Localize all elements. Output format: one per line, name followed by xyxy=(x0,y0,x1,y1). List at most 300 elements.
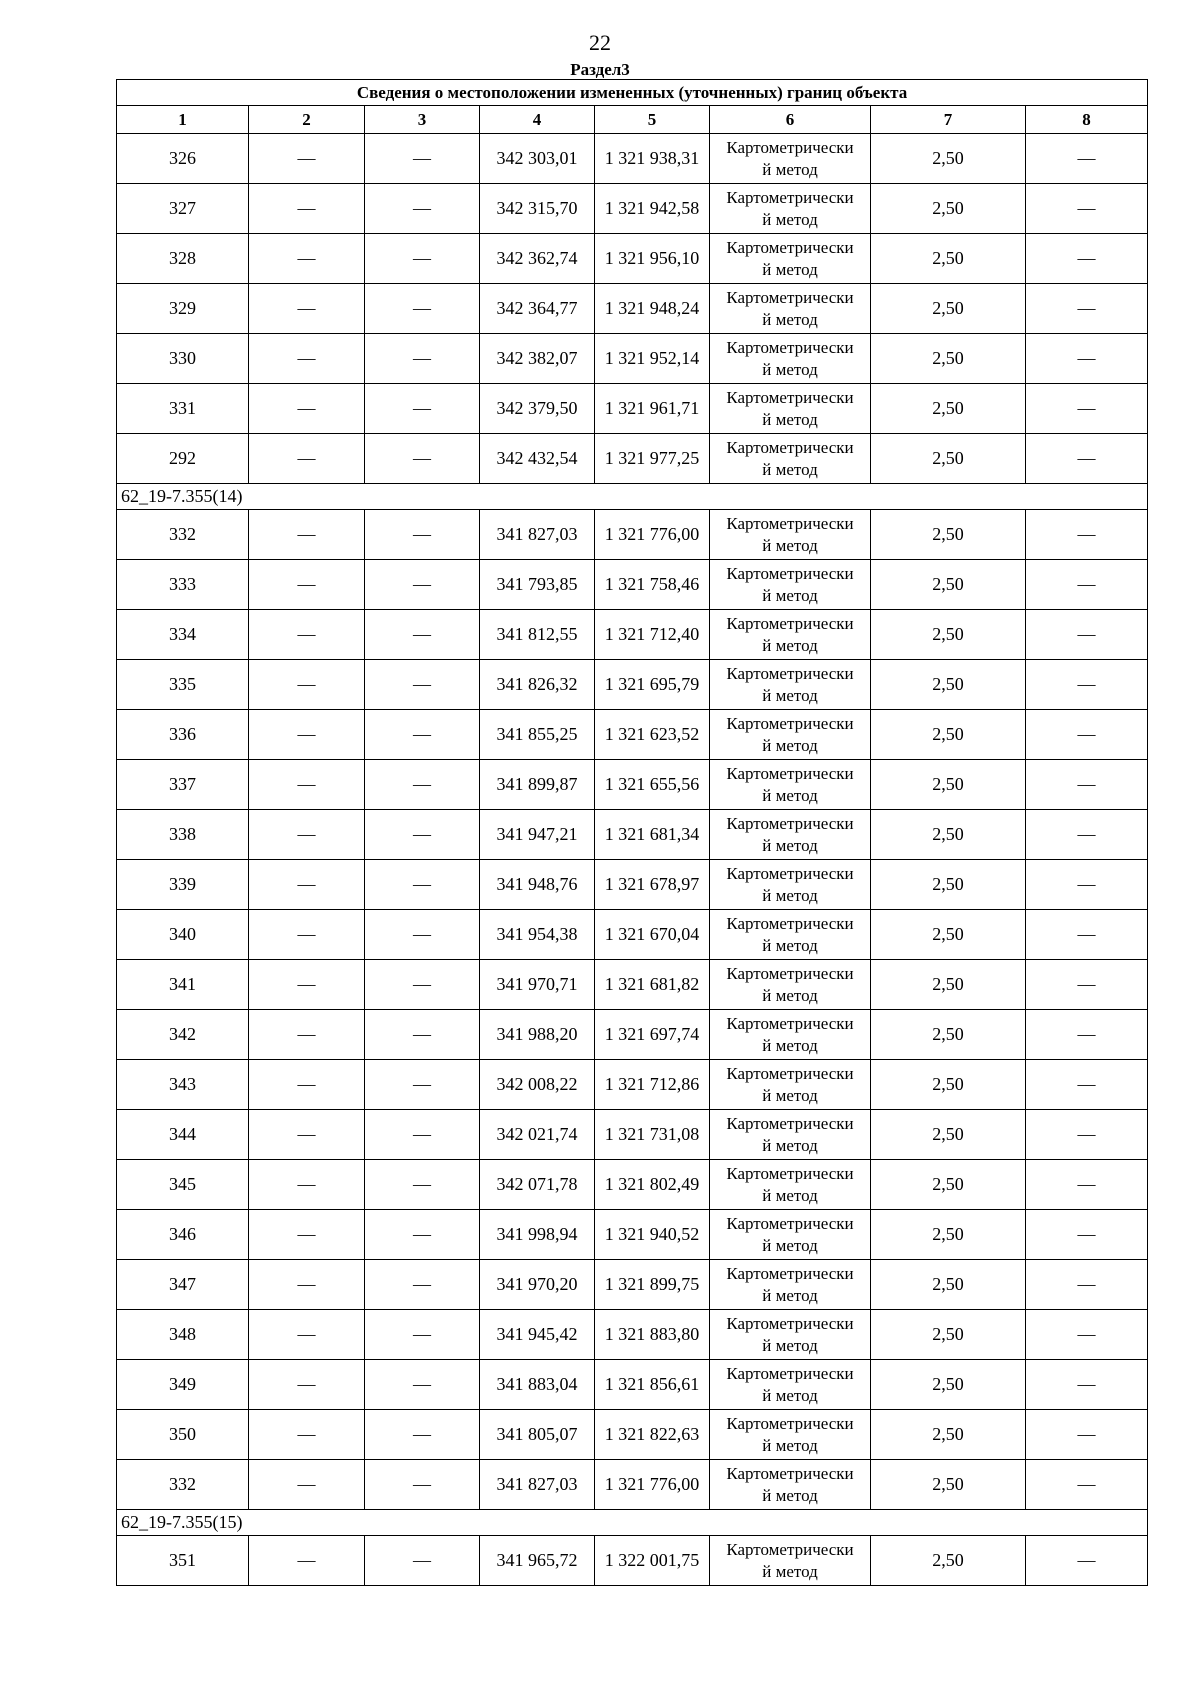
boundary-coordinates-table xyxy=(116,79,1148,1586)
empty-cell-8: — xyxy=(1026,660,1148,710)
empty-cell-2: — xyxy=(249,1460,365,1510)
coordinate-x: 341 827,03 xyxy=(480,510,595,560)
coordinate-y: 1 321 623,52 xyxy=(595,710,710,760)
page-number: 22 xyxy=(589,30,611,55)
empty-cell-2: — xyxy=(249,334,365,384)
method-line: й метод xyxy=(762,785,818,805)
coordinate-x: 341 998,94 xyxy=(480,1210,595,1260)
method-line: й метод xyxy=(762,835,818,855)
empty-cell-3: — xyxy=(365,1260,480,1310)
coordinate-x: 341 805,07 xyxy=(480,1410,595,1460)
table-row xyxy=(117,810,1148,860)
coordinate-y: 1 321 940,52 xyxy=(595,1210,710,1260)
coordinate-y: 1 321 670,04 xyxy=(595,910,710,960)
table-row xyxy=(117,1410,1148,1460)
empty-cell-3: — xyxy=(365,660,480,710)
coordinate-y: 1 321 776,00 xyxy=(595,510,710,560)
table-row xyxy=(117,1460,1148,1510)
coordinate-x: 341 855,25 xyxy=(480,710,595,760)
empty-cell-8: — xyxy=(1026,710,1148,760)
method-cell xyxy=(710,234,871,284)
coordinate-x: 341 812,55 xyxy=(480,610,595,660)
empty-cell-8: — xyxy=(1026,1410,1148,1460)
group-label: 62_19-7.355(15) xyxy=(117,1510,1148,1536)
coordinate-x: 342 382,07 xyxy=(480,334,595,384)
method-line: Картометрически xyxy=(726,237,854,257)
empty-cell-8: — xyxy=(1026,760,1148,810)
point-number: 338 xyxy=(117,810,249,860)
column-header-5: 5 xyxy=(595,106,710,134)
coordinate-x: 342 303,01 xyxy=(480,134,595,184)
method-line: Картометрически xyxy=(726,763,854,783)
empty-cell-8: — xyxy=(1026,1010,1148,1060)
empty-cell-2: — xyxy=(249,510,365,560)
empty-cell-8: — xyxy=(1026,434,1148,484)
empty-cell-8: — xyxy=(1026,284,1148,334)
method-line: й метод xyxy=(762,935,818,955)
method-line: Картометрически xyxy=(726,613,854,633)
accuracy-value: 2,50 xyxy=(871,560,1026,610)
method-cell xyxy=(710,860,871,910)
empty-cell-2: — xyxy=(249,1260,365,1310)
empty-cell-8: — xyxy=(1026,960,1148,1010)
method-cell xyxy=(710,1360,871,1410)
table-row xyxy=(117,184,1148,234)
accuracy-value: 2,50 xyxy=(871,1210,1026,1260)
table-row xyxy=(117,434,1148,484)
method-cell xyxy=(710,1536,871,1586)
coordinate-x: 342 379,50 xyxy=(480,384,595,434)
point-number: 292 xyxy=(117,434,249,484)
method-cell xyxy=(710,1260,871,1310)
coordinate-x: 341 970,20 xyxy=(480,1260,595,1310)
method-cell xyxy=(710,134,871,184)
accuracy-value: 2,50 xyxy=(871,334,1026,384)
empty-cell-8: — xyxy=(1026,1210,1148,1260)
point-number: 330 xyxy=(117,334,249,384)
method-line: Картометрически xyxy=(726,1013,854,1033)
empty-cell-2: — xyxy=(249,560,365,610)
table-row xyxy=(117,334,1148,384)
method-line: Картометрически xyxy=(726,863,854,883)
empty-cell-3: — xyxy=(365,810,480,860)
empty-cell-2: — xyxy=(249,284,365,334)
table-row xyxy=(117,510,1148,560)
accuracy-value: 2,50 xyxy=(871,1536,1026,1586)
empty-cell-3: — xyxy=(365,510,480,560)
table-row xyxy=(117,560,1148,610)
table-row xyxy=(117,1210,1148,1260)
coordinate-x: 341 899,87 xyxy=(480,760,595,810)
empty-cell-2: — xyxy=(249,610,365,660)
method-line: й метод xyxy=(762,259,818,279)
accuracy-value: 2,50 xyxy=(871,1360,1026,1410)
coordinate-y: 1 321 681,34 xyxy=(595,810,710,860)
empty-cell-2: — xyxy=(249,660,365,710)
method-cell xyxy=(710,1410,871,1460)
coordinate-y: 1 321 655,56 xyxy=(595,760,710,810)
empty-cell-2: — xyxy=(249,1110,365,1160)
point-number: 341 xyxy=(117,960,249,1010)
coordinate-y: 1 321 802,49 xyxy=(595,1160,710,1210)
coordinate-y: 1 321 961,71 xyxy=(595,384,710,434)
method-cell xyxy=(710,1160,871,1210)
coordinate-x: 342 315,70 xyxy=(480,184,595,234)
point-number: 331 xyxy=(117,384,249,434)
coordinate-x: 341 988,20 xyxy=(480,1010,595,1060)
coordinate-x: 341 945,42 xyxy=(480,1310,595,1360)
empty-cell-3: — xyxy=(365,234,480,284)
method-cell xyxy=(710,1060,871,1110)
empty-cell-8: — xyxy=(1026,184,1148,234)
method-line: й метод xyxy=(762,735,818,755)
table-row xyxy=(117,660,1148,710)
coordinate-y: 1 321 883,80 xyxy=(595,1310,710,1360)
column-header-8: 8 xyxy=(1026,106,1148,134)
method-line: й метод xyxy=(762,1285,818,1305)
empty-cell-3: — xyxy=(365,384,480,434)
table-row xyxy=(117,134,1148,184)
method-line: Картометрически xyxy=(726,337,854,357)
point-number: 333 xyxy=(117,560,249,610)
coordinate-x: 342 008,22 xyxy=(480,1060,595,1110)
column-header-7: 7 xyxy=(871,106,1026,134)
point-number: 344 xyxy=(117,1110,249,1160)
empty-cell-8: — xyxy=(1026,860,1148,910)
empty-cell-3: — xyxy=(365,184,480,234)
point-number: 336 xyxy=(117,710,249,760)
empty-cell-3: — xyxy=(365,910,480,960)
accuracy-value: 2,50 xyxy=(871,434,1026,484)
method-line: Картометрически xyxy=(726,1163,854,1183)
method-cell xyxy=(710,760,871,810)
point-number: 334 xyxy=(117,610,249,660)
point-number: 346 xyxy=(117,1210,249,1260)
table-row xyxy=(117,1110,1148,1160)
table-row xyxy=(117,1160,1148,1210)
accuracy-value: 2,50 xyxy=(871,1310,1026,1360)
column-header-1: 1 xyxy=(117,106,249,134)
method-line: Картометрически xyxy=(726,1413,854,1433)
coordinate-x: 341 947,21 xyxy=(480,810,595,860)
method-line: Картометрически xyxy=(726,387,854,407)
accuracy-value: 2,50 xyxy=(871,1060,1026,1110)
empty-cell-3: — xyxy=(365,710,480,760)
table-row xyxy=(117,384,1148,434)
table-row xyxy=(117,910,1148,960)
coordinate-y: 1 321 712,86 xyxy=(595,1060,710,1110)
accuracy-value: 2,50 xyxy=(871,910,1026,960)
table-row xyxy=(117,960,1148,1010)
method-line: Картометрически xyxy=(726,713,854,733)
accuracy-value: 2,50 xyxy=(871,860,1026,910)
coordinate-y: 1 322 001,75 xyxy=(595,1536,710,1586)
point-number: 332 xyxy=(117,1460,249,1510)
method-line: й метод xyxy=(762,1435,818,1455)
empty-cell-3: — xyxy=(365,1460,480,1510)
method-cell xyxy=(710,710,871,760)
empty-cell-8: — xyxy=(1026,384,1148,434)
empty-cell-2: — xyxy=(249,134,365,184)
method-line: й метод xyxy=(762,359,818,379)
method-line: Картометрически xyxy=(726,1539,854,1559)
table-row xyxy=(117,234,1148,284)
method-line: й метод xyxy=(762,985,818,1005)
empty-cell-8: — xyxy=(1026,1460,1148,1510)
accuracy-value: 2,50 xyxy=(871,1410,1026,1460)
empty-cell-2: — xyxy=(249,1360,365,1410)
method-cell xyxy=(710,1010,871,1060)
accuracy-value: 2,50 xyxy=(871,1460,1026,1510)
coordinate-y: 1 321 942,58 xyxy=(595,184,710,234)
method-line: Картометрически xyxy=(726,663,854,683)
method-line: Картометрически xyxy=(726,1113,854,1133)
method-line: Картометрически xyxy=(726,187,854,207)
empty-cell-3: — xyxy=(365,1410,480,1460)
point-number: 337 xyxy=(117,760,249,810)
empty-cell-2: — xyxy=(249,184,365,234)
accuracy-value: 2,50 xyxy=(871,1160,1026,1210)
column-header-2: 2 xyxy=(249,106,365,134)
table-row xyxy=(117,1260,1148,1310)
coordinate-y: 1 321 681,82 xyxy=(595,960,710,1010)
coordinate-x: 342 432,54 xyxy=(480,434,595,484)
point-number: 329 xyxy=(117,284,249,334)
method-line: Картометрически xyxy=(726,1313,854,1333)
empty-cell-8: — xyxy=(1026,1060,1148,1110)
method-cell xyxy=(710,610,871,660)
coordinate-x: 341 970,71 xyxy=(480,960,595,1010)
coordinate-x: 341 965,72 xyxy=(480,1536,595,1586)
empty-cell-3: — xyxy=(365,1536,480,1586)
accuracy-value: 2,50 xyxy=(871,760,1026,810)
point-number: 347 xyxy=(117,1260,249,1310)
method-line: й метод xyxy=(762,1485,818,1505)
accuracy-value: 2,50 xyxy=(871,510,1026,560)
empty-cell-2: — xyxy=(249,434,365,484)
coordinate-x: 342 362,74 xyxy=(480,234,595,284)
method-cell xyxy=(710,510,871,560)
point-number: 335 xyxy=(117,660,249,710)
empty-cell-2: — xyxy=(249,1536,365,1586)
point-number: 345 xyxy=(117,1160,249,1210)
coordinate-y: 1 321 758,46 xyxy=(595,560,710,610)
point-number: 326 xyxy=(117,134,249,184)
method-line: Картометрически xyxy=(726,913,854,933)
empty-cell-3: — xyxy=(365,1110,480,1160)
empty-cell-2: — xyxy=(249,860,365,910)
point-number: 332 xyxy=(117,510,249,560)
coordinate-y: 1 321 952,14 xyxy=(595,334,710,384)
empty-cell-2: — xyxy=(249,960,365,1010)
accuracy-value: 2,50 xyxy=(871,810,1026,860)
point-number: 349 xyxy=(117,1360,249,1410)
empty-cell-2: — xyxy=(249,1410,365,1460)
empty-cell-3: — xyxy=(365,434,480,484)
accuracy-value: 2,50 xyxy=(871,384,1026,434)
method-cell xyxy=(710,334,871,384)
method-line: й метод xyxy=(762,1085,818,1105)
empty-cell-3: — xyxy=(365,960,480,1010)
point-number: 340 xyxy=(117,910,249,960)
coordinate-y: 1 321 697,74 xyxy=(595,1010,710,1060)
coordinate-x: 342 364,77 xyxy=(480,284,595,334)
empty-cell-2: — xyxy=(249,760,365,810)
method-line: й метод xyxy=(762,635,818,655)
empty-cell-8: — xyxy=(1026,510,1148,560)
accuracy-value: 2,50 xyxy=(871,284,1026,334)
accuracy-value: 2,50 xyxy=(871,610,1026,660)
empty-cell-2: — xyxy=(249,384,365,434)
empty-cell-8: — xyxy=(1026,560,1148,610)
accuracy-value: 2,50 xyxy=(871,960,1026,1010)
table-row xyxy=(117,1310,1148,1360)
point-number: 343 xyxy=(117,1060,249,1110)
method-line: Картометрически xyxy=(726,1363,854,1383)
empty-cell-2: — xyxy=(249,234,365,284)
method-line: й метод xyxy=(762,1185,818,1205)
empty-cell-2: — xyxy=(249,1060,365,1110)
point-number: 328 xyxy=(117,234,249,284)
method-cell xyxy=(710,184,871,234)
empty-cell-8: — xyxy=(1026,1160,1148,1210)
empty-cell-8: — xyxy=(1026,1360,1148,1410)
point-number: 351 xyxy=(117,1536,249,1586)
empty-cell-3: — xyxy=(365,1160,480,1210)
method-cell xyxy=(710,560,871,610)
table-row xyxy=(117,1360,1148,1410)
empty-cell-3: — xyxy=(365,560,480,610)
method-line: й метод xyxy=(762,209,818,229)
coordinate-x: 342 021,74 xyxy=(480,1110,595,1160)
coordinate-y: 1 321 977,25 xyxy=(595,434,710,484)
empty-cell-8: — xyxy=(1026,234,1148,284)
method-cell xyxy=(710,1460,871,1510)
accuracy-value: 2,50 xyxy=(871,710,1026,760)
method-line: Картометрически xyxy=(726,1213,854,1233)
point-number: 339 xyxy=(117,860,249,910)
method-line: й метод xyxy=(762,685,818,705)
table-row xyxy=(117,1060,1148,1110)
table-row xyxy=(117,860,1148,910)
table-row xyxy=(117,1536,1148,1586)
table-row xyxy=(117,284,1148,334)
empty-cell-8: — xyxy=(1026,1536,1148,1586)
column-header-6: 6 xyxy=(710,106,871,134)
method-line: Картометрически xyxy=(726,1063,854,1083)
method-cell xyxy=(710,434,871,484)
method-line: й метод xyxy=(762,309,818,329)
coordinate-y: 1 321 822,63 xyxy=(595,1410,710,1460)
empty-cell-2: — xyxy=(249,910,365,960)
empty-cell-8: — xyxy=(1026,910,1148,960)
method-line: Картометрически xyxy=(726,1463,854,1483)
group-row xyxy=(117,1510,1148,1536)
table-caption: Сведения о местоположении измененных (уточненных) границ объекта xyxy=(117,80,1148,106)
accuracy-value: 2,50 xyxy=(871,1260,1026,1310)
group-row xyxy=(117,484,1148,510)
coordinate-x: 342 071,78 xyxy=(480,1160,595,1210)
empty-cell-3: — xyxy=(365,1360,480,1410)
empty-cell-3: — xyxy=(365,1210,480,1260)
empty-cell-3: — xyxy=(365,610,480,660)
empty-cell-8: — xyxy=(1026,1260,1148,1310)
method-cell xyxy=(710,1210,871,1260)
empty-cell-2: — xyxy=(249,1210,365,1260)
empty-cell-2: — xyxy=(249,710,365,760)
method-line: Картометрически xyxy=(726,137,854,157)
method-line: Картометрически xyxy=(726,437,854,457)
empty-cell-3: — xyxy=(365,1060,480,1110)
method-line: Картометрически xyxy=(726,1263,854,1283)
point-number: 327 xyxy=(117,184,249,234)
coordinate-y: 1 321 856,61 xyxy=(595,1360,710,1410)
coordinate-y: 1 321 948,24 xyxy=(595,284,710,334)
method-line: й метод xyxy=(762,1035,818,1055)
method-cell xyxy=(710,910,871,960)
empty-cell-3: — xyxy=(365,284,480,334)
accuracy-value: 2,50 xyxy=(871,660,1026,710)
method-line: Картометрически xyxy=(726,813,854,833)
table-row xyxy=(117,1010,1148,1060)
accuracy-value: 2,50 xyxy=(871,1010,1026,1060)
method-cell xyxy=(710,384,871,434)
empty-cell-3: — xyxy=(365,860,480,910)
accuracy-value: 2,50 xyxy=(871,134,1026,184)
coordinate-y: 1 321 712,40 xyxy=(595,610,710,660)
empty-cell-8: — xyxy=(1026,1310,1148,1360)
coordinate-x: 341 954,38 xyxy=(480,910,595,960)
method-line: й метод xyxy=(762,885,818,905)
method-line: Картометрически xyxy=(726,513,854,533)
point-number: 342 xyxy=(117,1010,249,1060)
method-cell xyxy=(710,660,871,710)
coordinate-x: 341 827,03 xyxy=(480,1460,595,1510)
empty-cell-3: — xyxy=(365,334,480,384)
empty-cell-3: — xyxy=(365,1310,480,1360)
accuracy-value: 2,50 xyxy=(871,234,1026,284)
column-header-4: 4 xyxy=(480,106,595,134)
coordinate-y: 1 321 678,97 xyxy=(595,860,710,910)
method-line: й метод xyxy=(762,159,818,179)
coordinate-y: 1 321 899,75 xyxy=(595,1260,710,1310)
coordinate-y: 1 321 956,10 xyxy=(595,234,710,284)
method-line: й метод xyxy=(762,1135,818,1155)
empty-cell-3: — xyxy=(365,760,480,810)
empty-cell-3: — xyxy=(365,1010,480,1060)
empty-cell-8: — xyxy=(1026,610,1148,660)
empty-cell-3: — xyxy=(365,134,480,184)
method-line: й метод xyxy=(762,535,818,555)
coordinate-x: 341 826,32 xyxy=(480,660,595,710)
method-line: Картометрически xyxy=(726,287,854,307)
method-line: й метод xyxy=(762,459,818,479)
section-title: Раздел3 xyxy=(570,60,630,79)
table-row xyxy=(117,610,1148,660)
method-line: й метод xyxy=(762,1385,818,1405)
empty-cell-2: — xyxy=(249,810,365,860)
method-line: Картометрически xyxy=(726,963,854,983)
coordinate-x: 341 883,04 xyxy=(480,1360,595,1410)
coordinate-y: 1 321 695,79 xyxy=(595,660,710,710)
table-row xyxy=(117,710,1148,760)
column-header-3: 3 xyxy=(365,106,480,134)
point-number: 350 xyxy=(117,1410,249,1460)
coordinate-y: 1 321 731,08 xyxy=(595,1110,710,1160)
empty-cell-2: — xyxy=(249,1310,365,1360)
empty-cell-2: — xyxy=(249,1010,365,1060)
empty-cell-8: — xyxy=(1026,810,1148,860)
